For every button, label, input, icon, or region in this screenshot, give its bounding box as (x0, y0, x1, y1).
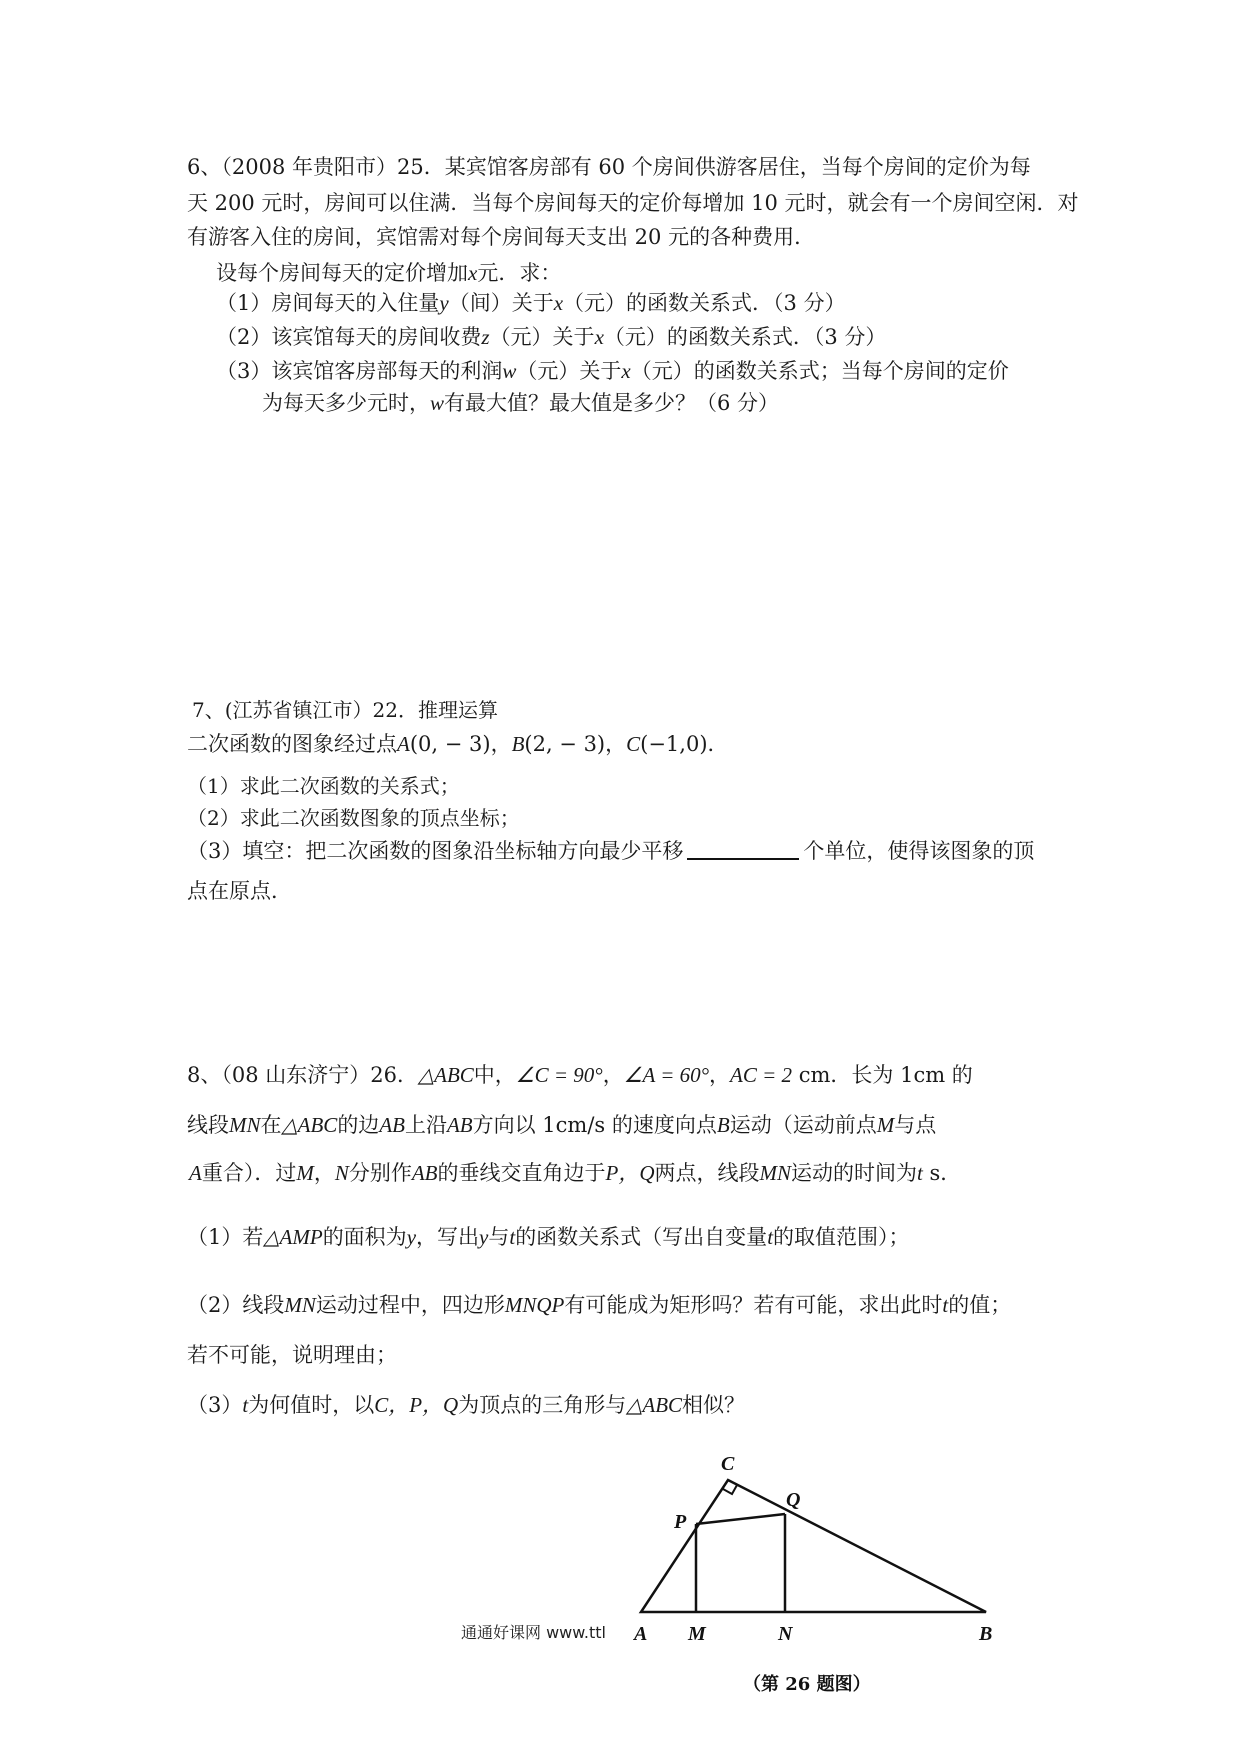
text: （元）的函数关系式．（3 分） (563, 291, 846, 315)
coord: (−1,0) (640, 732, 708, 756)
var-x: x (621, 359, 631, 383)
text: 有最大值？最大值是多少？（6 分） (444, 391, 780, 415)
points-pq: P，Q (605, 1161, 655, 1185)
var-z: z (481, 325, 490, 349)
text: 的值； (948, 1293, 1012, 1317)
var-t: t (509, 1225, 516, 1249)
label-c: C (721, 1453, 735, 1475)
text: （1）若 (187, 1225, 264, 1249)
text: 运动过程中，四边形 (315, 1293, 505, 1317)
coord: (0, − 3) (409, 732, 491, 756)
text: 方向以 1cm/s 的速度向点 (472, 1113, 717, 1137)
text: ，写出 (416, 1225, 480, 1249)
q7-part-1: （1）求此二次函数的关系式； (187, 774, 460, 798)
triangle-abc-shape (641, 1480, 986, 1612)
text: 的函数关系式（写出自变量 (515, 1225, 768, 1249)
text: （元）的函数关系式．（3 分） (603, 325, 887, 349)
point-b: B (716, 1113, 730, 1137)
text: 二次函数的图象经过点 (187, 732, 397, 756)
text: ， (709, 1063, 731, 1087)
text: 的面积为 (322, 1225, 407, 1249)
text: ． (707, 732, 729, 756)
text: 的边 (337, 1113, 380, 1137)
var-x: x (468, 261, 478, 285)
var-w: w (430, 391, 445, 415)
q6-line-2: 天 200 元时，房间可以住满．当每个房间每天的定价每增加 10 元时，就会有一个房间空闲．对 (187, 191, 1079, 215)
label-q: Q (786, 1489, 801, 1511)
var-w: w (502, 359, 517, 383)
figure-caption: （第 26 题图） (743, 1674, 871, 1695)
quad-mnqp: MNQP (504, 1293, 565, 1317)
var-y: y (406, 1225, 417, 1249)
text: 的取值范围）； (773, 1225, 910, 1249)
watermark: 通通好课网 www.ttl (461, 1623, 606, 1642)
text: 分别作 (348, 1161, 412, 1185)
coord: (2, − 3) (524, 732, 606, 756)
q8-part-2-cont: 若不可能，说明理由； (187, 1343, 397, 1367)
point-b: B (511, 732, 525, 756)
text: 在 (260, 1113, 282, 1137)
text: 中， (473, 1063, 516, 1087)
var-x: x (553, 291, 564, 315)
angle-a: ∠A = 60° (623, 1063, 710, 1087)
text: 个单位，使得该图象的顶 (803, 839, 1035, 863)
text: （元）的函数关系式；当每个房间的定价 (630, 359, 1009, 383)
text: （间）关于 (448, 291, 554, 315)
seg-ab: AB (446, 1113, 473, 1137)
label-m: M (688, 1623, 706, 1645)
text: 线段 (187, 1113, 229, 1137)
label-n: N (778, 1623, 793, 1645)
text: （3）该宾馆客房部每天的利润 (216, 359, 503, 383)
seg-mn: MN (759, 1161, 791, 1185)
length-ac: AC = 2 (730, 1063, 793, 1087)
text: （3） (187, 1393, 243, 1417)
text: 两点，线段 (654, 1161, 760, 1185)
q6-line-3: 有游客入住的房间，宾馆需对每个房间每天支出 20 元的各种费用． (187, 225, 816, 249)
text: （2）线段 (187, 1293, 285, 1317)
triangle-amp: △AMP (263, 1225, 323, 1249)
text: 与点 (894, 1113, 937, 1137)
point-m: M (296, 1161, 314, 1185)
point-c: C (626, 732, 641, 756)
text: 重合）．过 (201, 1161, 297, 1185)
text: ， (602, 1063, 624, 1087)
text: cm．长为 1cm 的 (792, 1063, 973, 1087)
points-cpq: C，P，Q (374, 1393, 459, 1417)
seg-ab: AB (379, 1113, 405, 1137)
var-y: y (479, 1225, 489, 1249)
var-t: t (942, 1293, 949, 1317)
seg-mn: MN (229, 1113, 261, 1137)
angle-c: ∠C = 90° (515, 1063, 603, 1087)
text: 运动（运动前点 (729, 1113, 877, 1137)
text: 与 (488, 1225, 510, 1249)
text: 8、（08 山东济宁）26． (187, 1063, 418, 1087)
point-a: A (397, 732, 410, 756)
text: （3）填空：把二次函数的图象沿坐标轴方向最少平移 (187, 839, 684, 863)
q7-part-2: （2）求此二次函数图象的顶点坐标； (187, 806, 520, 830)
text: 设每个房间每天的定价增加 (216, 261, 468, 285)
triangle-abc: △ABC (626, 1393, 683, 1417)
text: 运动的时间为 (791, 1161, 917, 1185)
text: 为何值时，以 (248, 1393, 375, 1417)
point-n: N (334, 1161, 349, 1185)
label-p: P (674, 1511, 687, 1533)
var-x: x (594, 325, 604, 349)
var-t: t (767, 1225, 774, 1249)
q6-line-1: 6、（2008 年贵阳市）25．某宾馆客房部有 60 个房间供游客居住，当每个房间的定价为每 (187, 155, 1031, 179)
text: ， (313, 1161, 335, 1185)
text: s． (922, 1161, 962, 1185)
text: 有可能成为矩形吗？若有可能，求出此时 (564, 1293, 943, 1317)
segment-pq (696, 1514, 785, 1524)
text: ， (605, 732, 627, 756)
text: 元．求： (477, 261, 562, 285)
text: （2）该宾馆每天的房间收费 (216, 325, 482, 349)
var-y: y (439, 291, 449, 315)
triangle-abc: △ABC (417, 1063, 474, 1087)
text: 上沿 (404, 1113, 447, 1137)
q7-title: 7、(江苏省镇江市）22．推理运算 (192, 698, 498, 722)
text: （1）房间每天的入住量 (216, 291, 440, 315)
point-m: M (876, 1113, 895, 1137)
text: 为顶点的三角形与 (458, 1393, 627, 1417)
var-t: t (917, 1161, 923, 1185)
triangle-abc: △ABC (281, 1113, 338, 1137)
label-b: B (979, 1623, 993, 1645)
var-t: t (242, 1393, 249, 1417)
text: （元）关于 (489, 325, 595, 349)
text: 相似？ (682, 1393, 746, 1417)
text: 为每天多少元时， (262, 391, 430, 415)
text: ， (490, 732, 512, 756)
text: 的垂线交直角边于 (437, 1161, 606, 1185)
seg-mn: MN (284, 1293, 316, 1317)
point-a: A (189, 1161, 202, 1185)
q7-part-3-cont: 点在原点． (187, 879, 292, 903)
label-a: A (634, 1623, 648, 1645)
text: （元）关于 (516, 359, 622, 383)
seg-ab: AB (411, 1161, 438, 1185)
